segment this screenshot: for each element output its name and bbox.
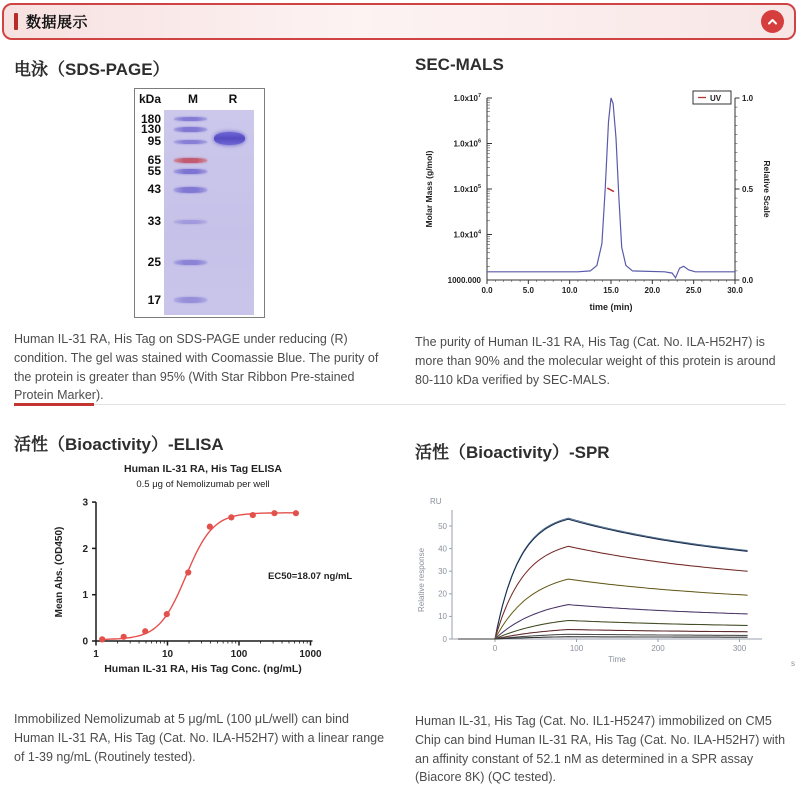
marker-kda-label: 130 <box>140 121 161 136</box>
axes <box>487 98 735 280</box>
svg-text:1.0: 1.0 <box>742 94 754 103</box>
sds-page-gel-image <box>134 88 265 318</box>
svg-text:0.0: 0.0 <box>742 276 754 285</box>
svg-text:s: s <box>791 659 795 668</box>
chevron-up-icon <box>765 14 780 29</box>
svg-text:1.0x107: $1.0x10^7$ <box>453 93 481 103</box>
svg-text:10: 10 <box>438 612 447 622</box>
marker-band <box>174 140 207 144</box>
ec50-annotation: EC50=18.07 ng/mL <box>268 571 353 582</box>
marker-band <box>174 158 207 163</box>
svg-text:20: 20 <box>438 589 447 599</box>
marker-kda-label: 55 <box>147 164 161 178</box>
marker-band <box>174 169 207 174</box>
data-point <box>121 634 127 640</box>
sds-page-title: 电泳（SDS-PAGE） <box>14 60 170 79</box>
svg-text:UV: UV <box>710 93 722 103</box>
svg-text:1.0x104: $1.0x10^4$ <box>453 229 481 240</box>
svg-text:Relative response: Relative response <box>417 547 426 613</box>
dose-response-curve <box>101 513 296 640</box>
data-point <box>185 569 191 575</box>
svg-text:RU: RU <box>430 497 442 506</box>
data-point <box>250 512 256 518</box>
marker-kda-label: 25 <box>147 255 161 270</box>
data-point <box>164 611 170 617</box>
svg-text:40: 40 <box>438 544 447 554</box>
marker-kda-label: 33 <box>147 214 161 229</box>
sec-mals-title: SEC-MALS <box>415 55 504 74</box>
svg-text:30.0: 30.0 <box>727 286 743 295</box>
svg-text:20.0: 20.0 <box>644 286 661 295</box>
collapse-section-button[interactable] <box>761 10 784 33</box>
marker-kda-label: 17 <box>147 292 161 307</box>
svg-text:Time: Time <box>608 655 626 664</box>
marker-band <box>174 220 207 224</box>
sds-page-caption: Human IL-31 RA, His Tag on SDS-PAGE under reducing (R) condition. The gel was stained with Coomassie Blue. The purity of the protein is greater than 95% (With Star Ribbon Pre-stained Protein Marker). <box>14 332 379 403</box>
svg-text:5.0: 5.0 <box>522 286 534 295</box>
molar-mass-trace <box>607 188 614 191</box>
svg-text:200: 200 <box>651 644 665 653</box>
svg-text:Human IL-31 RA, His Tag ELISA: Human IL-31 RA, His Tag ELISA <box>124 463 282 475</box>
marker-kda-label: 180 <box>140 111 161 126</box>
svg-text:30: 30 <box>438 567 447 576</box>
uv-trace <box>487 98 735 278</box>
spr-caption: Human IL-31, His Tag (Cat. No. IL1-H5247) immobilized on CM5 Chip can bind Human IL-31 RA, His Tag (Cat. No. ILA-H52H7) with an affinity constant of 52.1 nM as determined in a SPR assay (Biacore 8K) (QC tested). <box>415 714 786 785</box>
data-point <box>271 510 277 516</box>
marker-kda-label: 65 <box>147 152 161 167</box>
elisa-title: 活性（Bioactivity）-ELISA <box>14 435 224 454</box>
svg-text:Mean Abs. (OD450): Mean Abs. (OD450) <box>54 526 65 618</box>
page-title: 数据展示 <box>26 14 89 31</box>
section-divider <box>14 404 786 405</box>
svg-text:1000.000: 1000.000 <box>447 276 481 285</box>
svg-text:10: 10 <box>161 649 174 660</box>
fit-line <box>458 519 747 639</box>
data-point <box>142 628 148 634</box>
elisa-caption: Immobilized Nemolizumab at 5 μg/mL (100 μL/well) can bind Human IL-31 RA, His Tag (Cat. No. ILA-H52H7) with a linear range of 1-39 ng/mL (Routinely tested). <box>14 712 385 764</box>
svg-text:3: 3 <box>82 497 88 509</box>
gel-col-kda: kDa <box>139 92 162 106</box>
divider-red-accent <box>14 403 94 406</box>
data-display-header <box>2 3 796 40</box>
svg-text:0: 0 <box>82 636 88 648</box>
title-accent-bar <box>14 13 18 30</box>
svg-text:25.0: 25.0 <box>685 286 702 295</box>
spr-chart <box>410 492 800 687</box>
marker-kda-label: 95 <box>147 134 161 149</box>
svg-text:100: 100 <box>569 644 584 653</box>
fit-line <box>458 518 747 639</box>
sec-mals-chart <box>410 82 800 334</box>
marker-band <box>174 127 207 132</box>
svg-text:time (min): time (min) <box>589 302 633 312</box>
svg-text:1: 1 <box>82 590 88 602</box>
sample-band <box>214 132 245 145</box>
svg-text:Relative Scale: Relative Scale <box>762 160 772 218</box>
svg-text:Human IL-31 RA, His Tag Conc.: Human IL-31 RA, His Tag Conc. (ng/mL) <box>104 663 302 675</box>
svg-text:1.0x105: $1.0x10^5$ <box>453 184 481 194</box>
svg-text:1: 1 <box>93 649 99 660</box>
svg-text:0.0: 0.0 <box>481 286 493 295</box>
svg-text:1.0x106: $1.0x10^6$ <box>453 138 481 149</box>
data-point <box>293 510 299 516</box>
svg-text:Molar Mass (g/mol): Molar Mass (g/mol) <box>424 150 434 228</box>
elisa-chart <box>20 462 400 702</box>
data-point <box>228 514 234 520</box>
marker-kda-label: 43 <box>147 182 161 197</box>
svg-text:2: 2 <box>82 543 88 555</box>
sec-mals-caption: The purity of Human IL-31 RA, His Tag (Cat. No. ILA-H52H7) is more than 90% and the molecular weight of this protein is around 80-110 kDa verified by SEC-MALS. <box>415 335 776 387</box>
svg-text:15.0: 15.0 <box>603 286 619 295</box>
svg-text:50: 50 <box>438 521 447 531</box>
gel-col-marker: M <box>188 92 198 106</box>
gel-col-reduced: R <box>228 92 238 106</box>
svg-text:0: 0 <box>492 644 498 653</box>
data-point <box>207 524 213 530</box>
data-point <box>99 636 105 642</box>
svg-text:300: 300 <box>732 644 747 653</box>
svg-text:0: 0 <box>442 634 447 644</box>
svg-text:100: 100 <box>230 649 248 660</box>
marker-band <box>174 187 207 193</box>
svg-text:10.0: 10.0 <box>561 286 578 295</box>
spr-title: 活性（Bioactivity）-SPR <box>415 443 610 462</box>
sensorgram <box>458 519 747 639</box>
svg-text:0.5: 0.5 <box>742 185 754 194</box>
svg-text:1000: 1000 <box>299 649 322 660</box>
svg-text:0.5 μg of Nemolizumab per well: 0.5 μg of Nemolizumab per well <box>136 479 270 490</box>
sensorgram <box>458 518 747 639</box>
